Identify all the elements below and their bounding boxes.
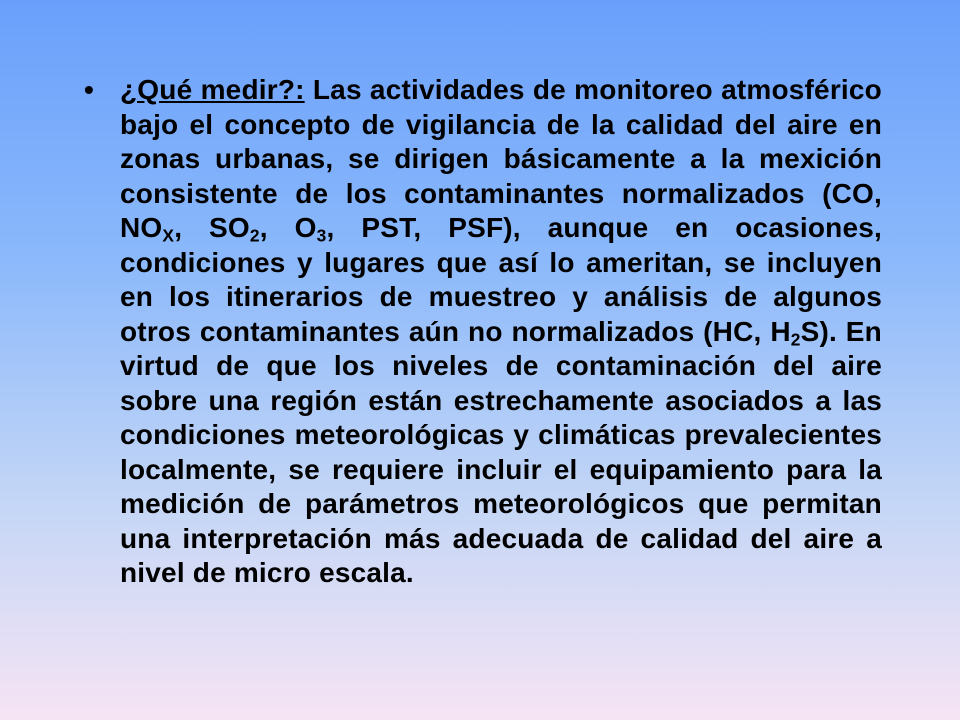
lead-heading: ¿Qué medir?: [120, 74, 305, 105]
subscript-h2: 2 [790, 328, 801, 349]
text-segment-2: , SO [174, 212, 250, 243]
subscript-3: 3 [316, 225, 327, 246]
text-segment-5: S). En virtud de que los niveles de contaminación del aire sobre una región están estrechamente asociados a las condiciones meteorológicas y climáticas prevalecientes localmente, se requiere incluir el equipamiento para la medición de parámetros meteorológicos que permitan una interpretación más adecuada de calidad del aire a nivel de micro escala. [120, 315, 882, 588]
text-segment-3: , O [259, 212, 317, 243]
bullet-icon: • [84, 74, 94, 105]
text-segment-4: , PST, PSF), aunque en ocasiones, condiciones y lugares que así lo ameritan, se incluyen en los itinerarios de muestreo y análisis de algunos otros contaminantes aún no normalizados (HC, H [120, 212, 882, 347]
bullet-item [84, 73, 882, 591]
subscript-2: 2 [249, 225, 260, 246]
text-segment-1: Las actividades de monitoreo atmosférico bajo el concepto de vigilancia de la calidad del aire en zonas urbanas, se dirigen básicamente a la mexición consistente de los contaminantes normalizados (CO, NO [120, 74, 882, 243]
subscript-x: X [162, 225, 175, 246]
body-paragraph [120, 73, 882, 591]
